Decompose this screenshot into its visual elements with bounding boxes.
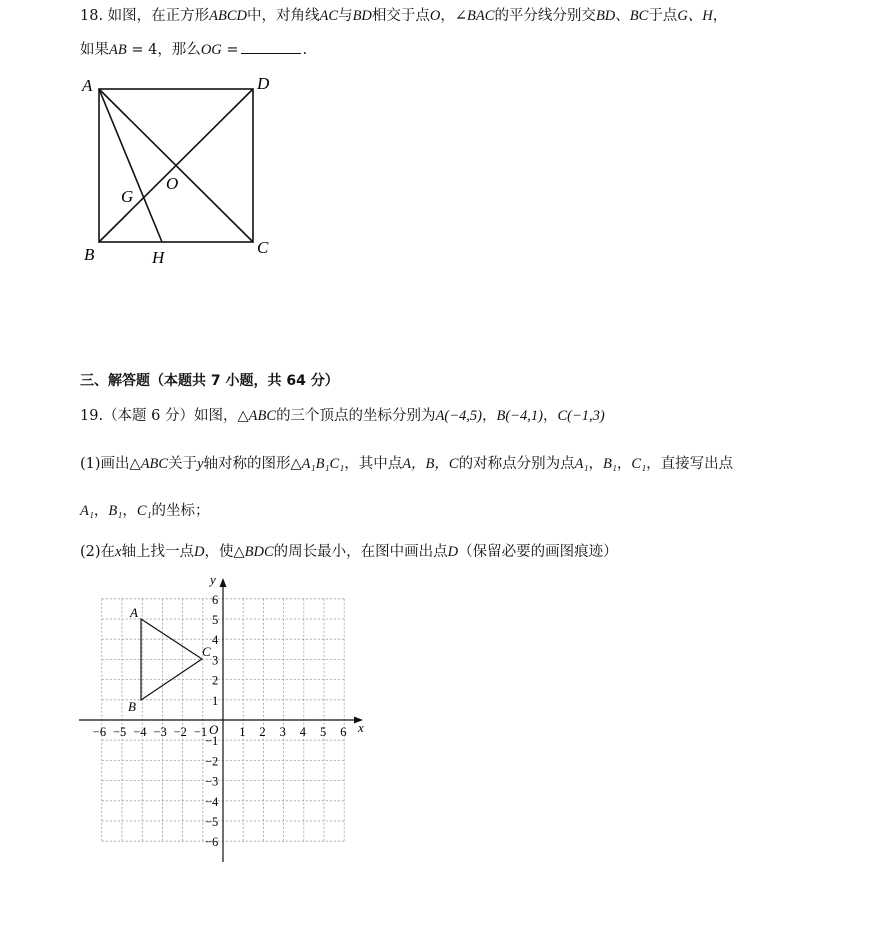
- y-tick-label: −3: [205, 774, 219, 789]
- y-tick-label: 3: [212, 653, 219, 668]
- y-tick-label: 1: [212, 693, 219, 708]
- square-figure: [78, 72, 288, 272]
- x-tick-label: 1: [239, 725, 246, 739]
- point-c-label: C: [202, 644, 211, 659]
- y-tick-label: 4: [212, 633, 219, 648]
- answer-blank[interactable]: [241, 39, 301, 54]
- label-b: B: [84, 245, 95, 264]
- tick-labels: [93, 593, 347, 849]
- q19-number: 19.: [80, 408, 104, 424]
- x-tick-label: 3: [279, 725, 286, 739]
- q19-part2: (2)在x轴上找一点D，使△BDC的周长最小，在图中画出点D（保留必要的画图痕迹）: [80, 544, 618, 560]
- label-d: D: [257, 74, 270, 93]
- q19-line1: 19.（本题 6 分）如图，△ABC的三个顶点的坐标分别为A(−4,5)，B(−4,1)，C(−1,3): [80, 408, 605, 424]
- y-tick-label: −6: [205, 835, 219, 850]
- y-tick-label: −2: [205, 754, 219, 769]
- q18-number: 18.: [80, 8, 104, 24]
- x-tick-label: 6: [340, 725, 347, 739]
- point-b-label: B: [128, 699, 136, 714]
- label-h: H: [152, 248, 165, 267]
- x-tick-label: 2: [259, 725, 266, 739]
- coordinate-grid: [75, 572, 375, 872]
- y-axis-arrow: [220, 578, 227, 587]
- q18-line1: 18. 如图，在正方形ABCD中，对角线AC与BD相交于点O，∠BAC的平分线分别交BD、BC于点G、H，: [80, 8, 728, 24]
- origin-label: O: [209, 722, 219, 737]
- x-tick-label: −4: [133, 725, 147, 739]
- x-tick-label: 4: [299, 725, 307, 739]
- label-c: C: [257, 238, 269, 257]
- q19-part1-line1: (1)画出△ABC关于y轴对称的图形△A₁B₁C₁，其中点A，B，C的对称点分别为点A₁，B₁，C₁，直接写出点: [80, 456, 734, 472]
- bisector-ah: [99, 89, 162, 242]
- y-axis-label: y: [210, 572, 216, 587]
- y-tick-label: 2: [212, 673, 219, 688]
- x-tick-label: −5: [113, 725, 127, 739]
- x-tick-label: −2: [173, 725, 187, 739]
- x-tick-label: −1: [193, 725, 208, 739]
- q18-line2: 如果AB = 4，那么OG = .: [80, 38, 307, 59]
- y-tick-label: −1: [205, 734, 219, 749]
- label-o: O: [166, 174, 179, 193]
- section-3-title: 三、解答题（本题共 7 小题，共 64 分）: [80, 373, 339, 389]
- y-tick-label: 5: [212, 613, 219, 627]
- point-a-label: A: [130, 605, 138, 620]
- x-tick-label: −3: [153, 725, 167, 739]
- label-g: G: [121, 187, 134, 206]
- y-tick-label: −5: [205, 815, 219, 829]
- label-a: A: [82, 76, 93, 95]
- x-axis-label: x: [358, 720, 364, 735]
- q19-part1-line2: A₁，B₁，C₁的坐标；: [80, 503, 210, 519]
- x-tick-label: −6: [92, 725, 107, 739]
- x-tick-label: 5: [320, 725, 327, 739]
- y-tick-label: 6: [212, 592, 219, 607]
- y-tick-label: −4: [205, 794, 219, 809]
